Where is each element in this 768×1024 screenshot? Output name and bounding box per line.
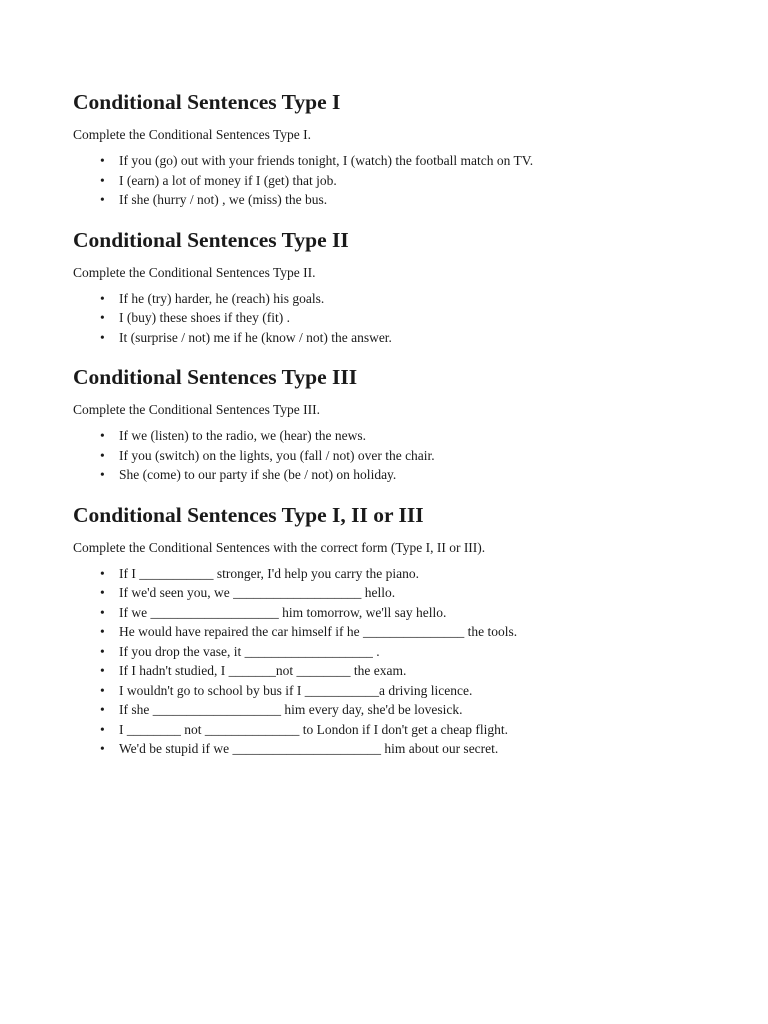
exercise-list — [73, 426, 733, 485]
exercise-list — [73, 151, 733, 210]
section-instruction: Complete the Conditional Sentences Type I. — [73, 127, 312, 142]
exercise-list — [73, 564, 733, 759]
exercise-item: • If we ___________________ him tomorrow, we'll say hello. — [119, 603, 733, 623]
section-type-3 — [73, 363, 733, 485]
exercise-item: • If you (go) out with your friends tonight, I (watch) the football match on TV. — [119, 151, 733, 171]
exercise-item: • If she (hurry / not) , we (miss) the bus. — [119, 190, 733, 210]
exercise-item: • I (buy) these shoes if they (fit) . — [119, 308, 733, 328]
exercise-item: • If we (listen) to the radio, we (hear) the news. — [119, 426, 733, 446]
section-title: Conditional Sentences Type II — [73, 227, 349, 252]
exercise-item: • He would have repaired the car himself if he _______________ the tools. — [119, 622, 733, 642]
exercise-item: • If you drop the vase, it ___________________ . — [119, 642, 733, 662]
section-title: Conditional Sentences Type I, II or III — [73, 502, 424, 527]
exercise-item: • If she ___________________ him every day, she'd be lovesick. — [119, 700, 733, 720]
worksheet — [73, 88, 733, 775]
section-instruction: Complete the Conditional Sentences Type II. — [73, 264, 316, 280]
section-type-2 — [73, 226, 733, 348]
exercise-item: • I (earn) a lot of money if I (get) that job. — [119, 171, 733, 191]
exercise-item: • It (surprise / not) me if he (know / not) the answer. — [119, 328, 733, 348]
exercise-item: • I ________ not ______________ to London if I don't get a cheap flight. — [119, 720, 733, 740]
section-title: Conditional Sentences Type III — [73, 365, 358, 389]
exercise-item: • If he (try) harder, he (reach) his goals. — [119, 289, 733, 309]
section-instruction: Complete the Conditional Sentences Type III. — [73, 402, 321, 417]
exercise-item: • If I ___________ stronger, I'd help you carry the piano. — [119, 564, 733, 584]
exercise-item: • I wouldn't go to school by bus if I ___________a driving licence. — [119, 681, 733, 701]
section-type-1 — [73, 88, 733, 210]
exercise-item: • If you (switch) on the lights, you (fall / not) over the chair. — [119, 446, 733, 466]
section-type-mixed — [73, 501, 733, 759]
section-title: Conditional Sentences Type I — [73, 90, 341, 114]
exercise-item: • If we'd seen you, we ___________________ hello. — [119, 583, 733, 603]
exercise-item: • She (come) to our party if she (be / not) on holiday. — [119, 465, 733, 485]
exercise-item: • We'd be stupid if we ______________________ him about our secret. — [119, 739, 733, 759]
exercise-item: • If I hadn't studied, I _______not ________ the exam. — [119, 661, 733, 681]
exercise-list — [73, 289, 733, 348]
section-instruction: Complete the Conditional Sentences with the correct form (Type I, II or III). — [73, 539, 486, 555]
